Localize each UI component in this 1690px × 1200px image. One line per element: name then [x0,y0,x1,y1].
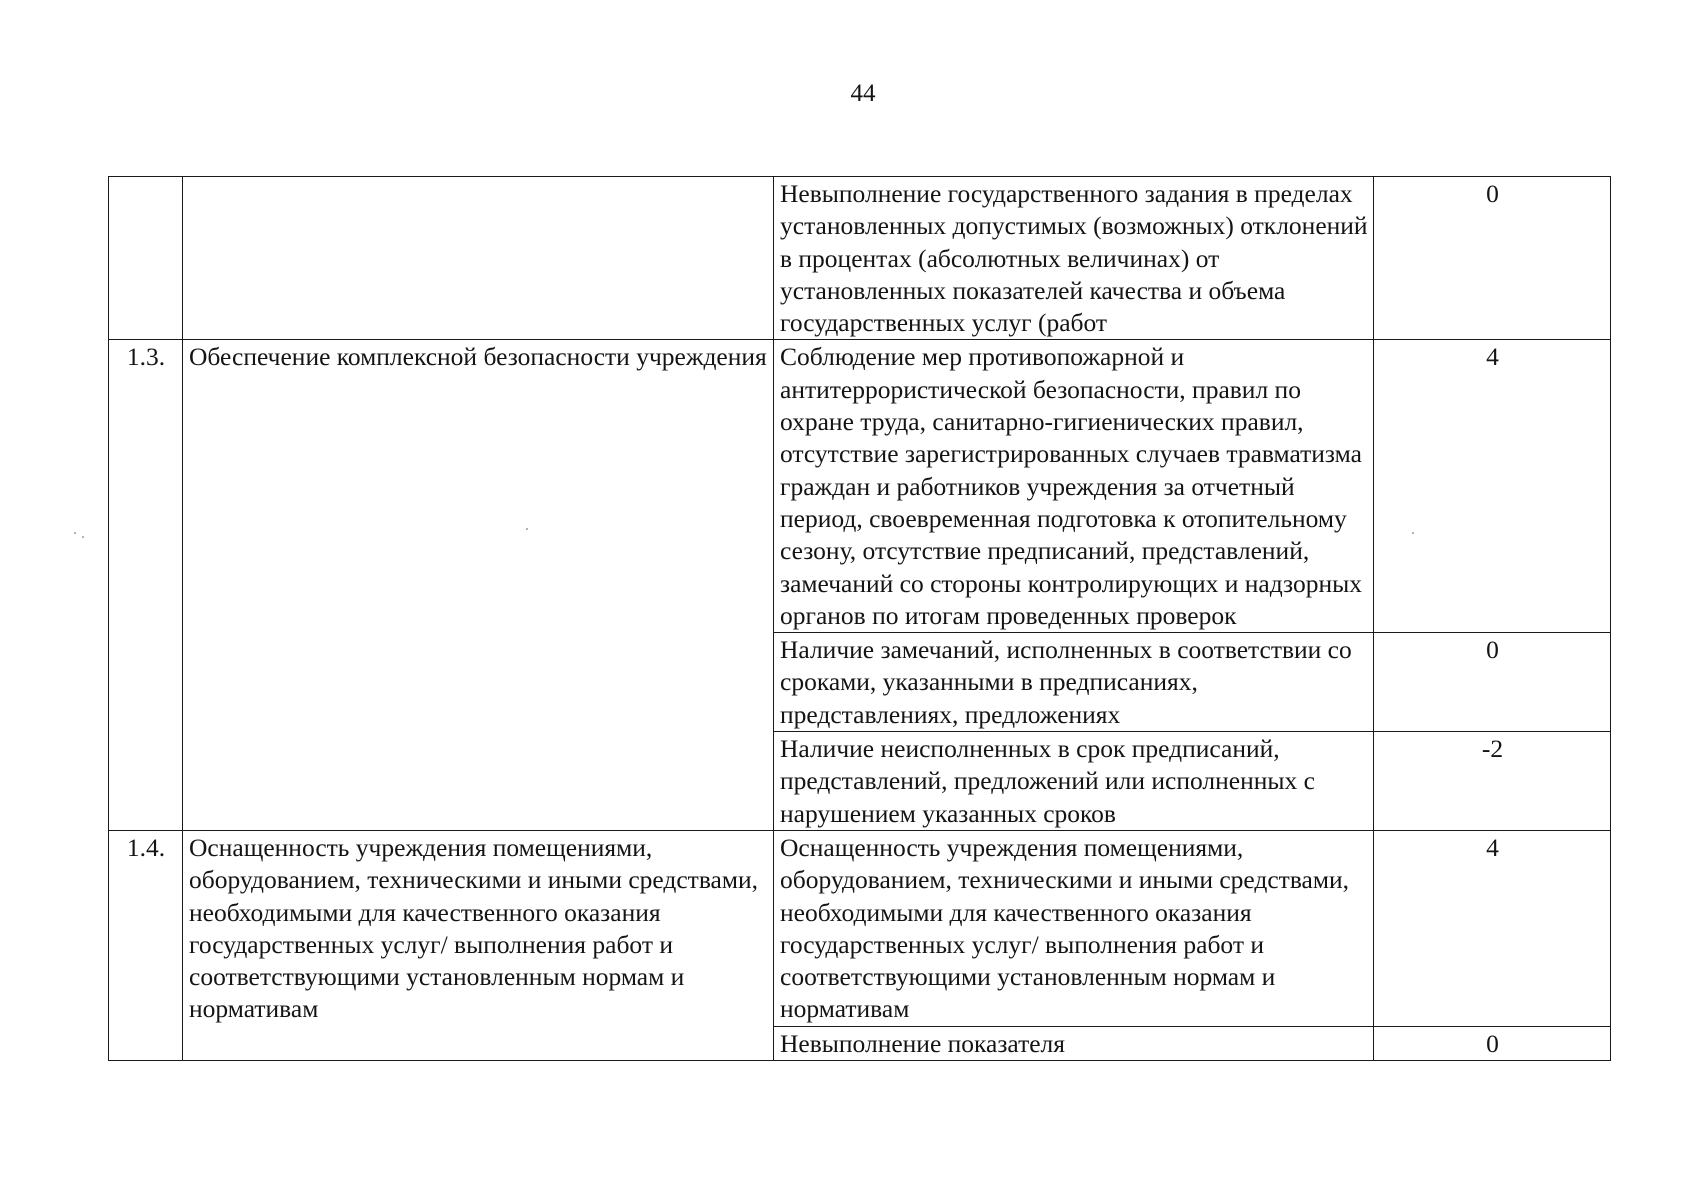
indicator-cell: Невыполнение показателя [774,1026,1374,1060]
row-number-cell: 1.3. [109,340,183,830]
points-cell: 4 [1374,830,1611,1026]
indicator-cell: Оснащенность учреждения помещениями, оборудованием, техническими и иными средствами, необходимыми для качественного оказания государственных услуг/ выполнения работ и соответствующими установленным нормам и нормативам [774,830,1374,1026]
points-cell: 0 [1374,633,1611,732]
scan-speck [526,528,528,530]
points-cell: -2 [1374,732,1611,831]
points-cell: 4 [1374,340,1611,633]
criterion-cell [183,177,774,340]
indicator-cell: Наличие неисполненных в срок предписаний, представлений, предложений или исполненных с нарушением указанных сроков [774,732,1374,831]
page-number: 44 [850,80,876,107]
scan-speck [82,536,84,538]
indicator-cell: Наличие замечаний, исполненных в соответствии со сроками, указанными в предписаниях, представлениях, предложениях [774,633,1374,732]
table-row [109,830,1611,1026]
points-cell: 0 [1374,1026,1611,1060]
table-row [109,177,1611,340]
criteria-table [108,176,1611,1061]
indicator-cell: Невыполнение государственного задания в пределах установленных допустимых (возможных) отклонений в процентах (абсолютных величинах) от установленных показателей качества и объема государственных услуг (работ [774,177,1374,340]
points-cell: 0 [1374,177,1611,340]
scan-speck [1412,532,1414,534]
scan-speck [74,532,76,534]
row-number-cell [109,177,183,340]
criterion-cell: Обеспечение комплексной безопасности учреждения [183,340,774,830]
row-number-cell: 1.4. [109,830,183,1060]
indicator-cell: Соблюдение мер противопожарной и антитеррористической безопасности, правил по охране труда, санитарно-гигиенических правил, отсутствие зарегистрированных случаев травматизма граждан и работников учреждения за отчетный период, своевременная подготовка к отопительному сезону, отсутствие предписаний, представлений, замечаний со стороны контролирующих и надзорных органов по итогам проведенных проверок [774,340,1374,633]
criterion-cell: Оснащенность учреждения помещениями, оборудованием, техническими и иными средствами, необходимыми для качественного оказания государственных услуг/ выполнения работ и соответствующими установленным нормам и нормативам [183,830,774,1060]
table-row [109,340,1611,633]
